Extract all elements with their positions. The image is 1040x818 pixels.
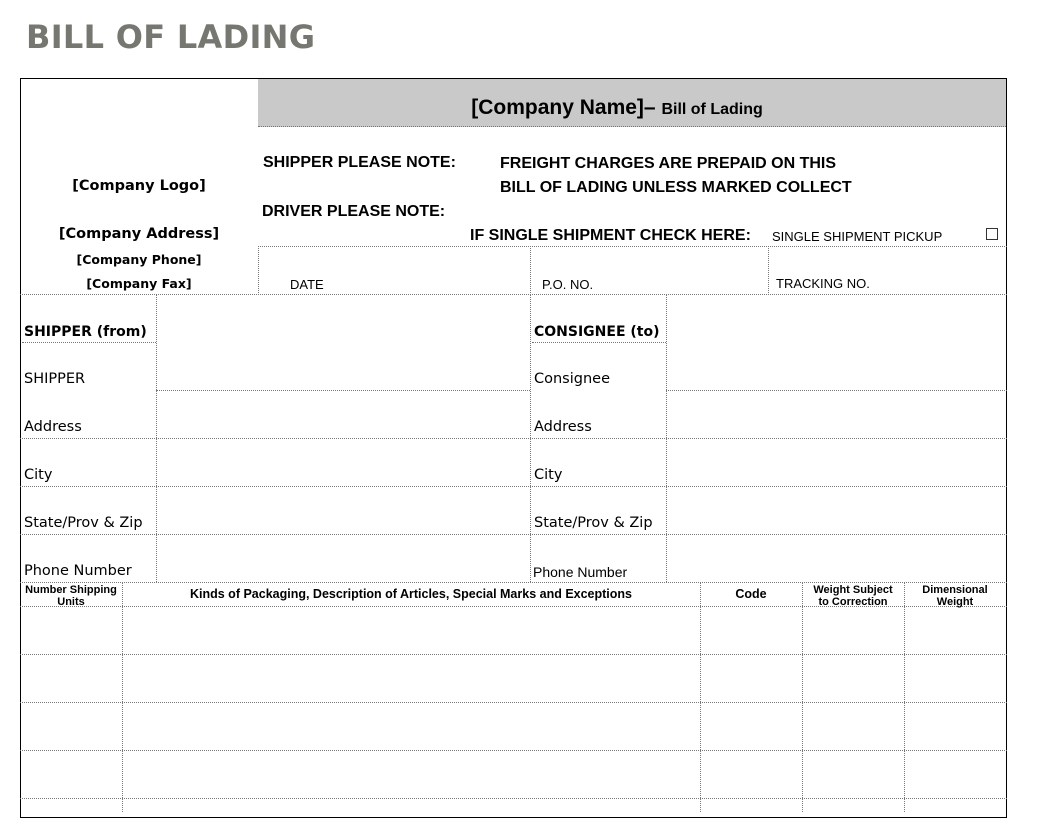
date-field[interactable] bbox=[268, 250, 526, 292]
items-col-divider-2 bbox=[700, 582, 701, 812]
consignee-city-field[interactable] bbox=[668, 440, 1005, 484]
ref-divider-mid bbox=[530, 246, 531, 295]
ref-divider-left bbox=[258, 246, 259, 295]
party-line-3 bbox=[20, 486, 1007, 487]
item-row-3-weight[interactable] bbox=[804, 704, 902, 748]
single-shipment-checkbox[interactable] bbox=[986, 228, 998, 240]
item-row-3-code[interactable] bbox=[702, 704, 800, 748]
page-title: BILL OF LADING bbox=[26, 18, 316, 56]
consignee-row-label: Consignee bbox=[534, 371, 611, 387]
company-name-suffix: Bill of Lading bbox=[661, 101, 763, 118]
consignee-city-label: City bbox=[534, 467, 563, 483]
units-column-header: Number Shipping Units bbox=[25, 584, 117, 608]
company-fax[interactable]: [Company Fax] bbox=[86, 276, 192, 291]
party-line-2 bbox=[20, 438, 1007, 439]
item-row-4-description[interactable] bbox=[124, 752, 698, 796]
items-row-line-1 bbox=[20, 654, 1007, 655]
shipper-city-label: City bbox=[24, 467, 53, 483]
company-logo[interactable]: [Company Logo] bbox=[72, 178, 206, 194]
company-name[interactable]: [Company Name] bbox=[471, 96, 644, 119]
item-row-1-description[interactable] bbox=[124, 608, 698, 652]
item-row-2-weight[interactable] bbox=[804, 656, 902, 700]
items-col-divider-4 bbox=[904, 582, 905, 812]
party-block-bottom-line bbox=[20, 582, 1007, 583]
item-row-3-description[interactable] bbox=[124, 704, 698, 748]
item-row-3-units[interactable] bbox=[22, 704, 120, 748]
shipper-header: SHIPPER (from) bbox=[24, 324, 147, 340]
dimensional-column-header: Dimensional Weight bbox=[922, 584, 988, 608]
item-row-4-code[interactable] bbox=[702, 752, 800, 796]
shipper-row-label: SHIPPER bbox=[24, 371, 86, 387]
party-block-top-line bbox=[20, 294, 1007, 295]
items-col-divider-1 bbox=[122, 582, 123, 812]
party-line-1a bbox=[156, 390, 530, 391]
consignee-state-field[interactable] bbox=[668, 488, 1005, 532]
company-phone[interactable]: [Company Phone] bbox=[76, 252, 202, 267]
weight-column-header: Weight Subject to Correction bbox=[813, 584, 893, 608]
item-row-2-code[interactable] bbox=[702, 656, 800, 700]
shipper-address-field[interactable] bbox=[158, 392, 528, 436]
consignee-address-label: Address bbox=[534, 419, 592, 435]
items-row-line-2 bbox=[20, 702, 1007, 703]
freight-note-line2: BILL OF LADING UNLESS MARKED COLLECT bbox=[500, 179, 852, 196]
consignee-label-divider bbox=[666, 294, 667, 582]
shipper-city-field[interactable] bbox=[158, 440, 528, 484]
description-column-header: Kinds of Packaging, Description of Articles, Special Marks and Exceptions bbox=[189, 587, 633, 601]
consignee-address-field[interactable] bbox=[668, 392, 1005, 436]
consignee-header: CONSIGNEE (to) bbox=[534, 324, 660, 340]
shipper-phone-label: Phone Number bbox=[24, 563, 132, 579]
single-shipment-label: IF SINGLE SHIPMENT CHECK HERE: bbox=[470, 227, 751, 244]
consignee-phone-field[interactable] bbox=[668, 536, 1005, 580]
party-line-1b bbox=[666, 390, 1007, 391]
consignee-phone-label: Phone Number bbox=[533, 564, 628, 580]
shipper-phone-field[interactable] bbox=[158, 536, 528, 580]
po-number-field[interactable] bbox=[540, 250, 764, 292]
item-row-2-description[interactable] bbox=[124, 656, 698, 700]
shipper-header-underline bbox=[22, 342, 156, 343]
shipper-note-label: SHIPPER PLEASE NOTE: bbox=[263, 154, 456, 171]
po-number-label: P.O. NO. bbox=[542, 277, 594, 292]
item-row-1-units[interactable] bbox=[22, 608, 120, 652]
party-center-divider bbox=[530, 294, 531, 582]
item-row-4-units[interactable] bbox=[22, 752, 120, 796]
consignee-state-label: State/Prov & Zip bbox=[534, 515, 653, 531]
item-row-1-code[interactable] bbox=[702, 608, 800, 652]
shipper-state-field[interactable] bbox=[158, 488, 528, 532]
item-row-4-weight[interactable] bbox=[804, 752, 902, 796]
tracking-number-label: TRACKING NO. bbox=[776, 276, 870, 291]
consignee-name-field[interactable] bbox=[668, 344, 1005, 388]
item-row-1-dimensional[interactable] bbox=[906, 608, 1005, 652]
tracking-number-field[interactable] bbox=[778, 250, 1002, 292]
items-row-line-4 bbox=[20, 798, 1007, 799]
item-row-3-dimensional[interactable] bbox=[906, 704, 1005, 748]
date-label: DATE bbox=[290, 277, 324, 292]
heading-dash: – bbox=[643, 96, 662, 119]
company-address[interactable]: [Company Address] bbox=[58, 226, 220, 242]
items-row-line-3 bbox=[20, 750, 1007, 751]
item-row-1-weight[interactable] bbox=[804, 608, 902, 652]
item-row-2-dimensional[interactable] bbox=[906, 656, 1005, 700]
items-col-divider-3 bbox=[802, 582, 803, 812]
party-line-4 bbox=[20, 534, 1007, 535]
code-column-header: Code bbox=[735, 587, 767, 601]
ref-row-top-line bbox=[258, 246, 1007, 247]
shipper-state-label: State/Prov & Zip bbox=[24, 515, 143, 531]
driver-note-label: DRIVER PLEASE NOTE: bbox=[262, 203, 446, 220]
single-shipment-pickup-label: SINGLE SHIPMENT PICKUP bbox=[772, 229, 943, 244]
item-row-2-units[interactable] bbox=[22, 656, 120, 700]
ref-divider-right bbox=[768, 246, 769, 295]
shipper-name-field[interactable] bbox=[158, 344, 528, 388]
item-row-4-dimensional[interactable] bbox=[906, 752, 1005, 796]
freight-note-line1: FREIGHT CHARGES ARE PREPAID ON THIS bbox=[500, 155, 837, 172]
shipper-address-label: Address bbox=[24, 419, 82, 435]
company-heading bbox=[258, 96, 1006, 120]
consignee-header-underline bbox=[532, 342, 666, 343]
shipper-label-divider bbox=[156, 294, 157, 582]
